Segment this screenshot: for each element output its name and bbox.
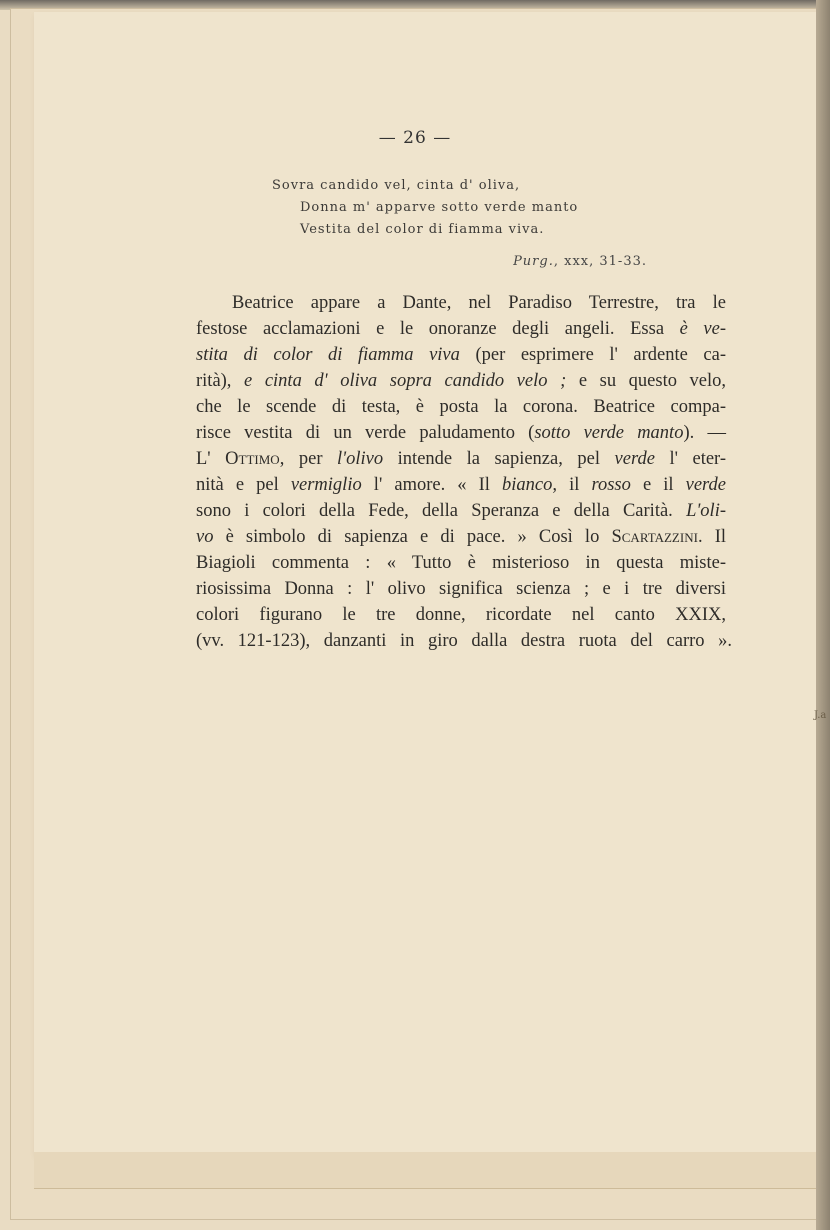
scan-right-edge [816,0,830,1230]
text-run: intende la sapienza, pel [383,449,615,469]
paragraph-line-6 [196,422,726,444]
italic-run: è ve- [679,319,726,339]
paragraph-line-3 [196,344,726,366]
italic-run: vermiglio [290,475,362,495]
paragraph-line-9 [196,500,726,522]
paragraph-line-14: (vv. 121-123), danzanti in giro dalla destra ruota del carro ». [196,631,732,651]
text-run: . Il [697,527,726,547]
text-run: l' eter- [654,449,726,469]
paragraph-line-13: colori figurano le tre donne, ricordate nel canto XXIX, [196,605,726,625]
text-run: e il [630,475,686,495]
paragraph-line-12: riosissima Donna : l' olivo significa scienza ; e i tre diversi [196,579,726,599]
italic-run: stita di color di fiamma viva [196,345,460,365]
text-run: e su questo velo, [566,371,727,391]
text-run: risce vestita di un verde paludamento ( [196,423,535,443]
text-run: l' amore. « Il [361,475,502,495]
italic-run: l'olivo [337,449,384,469]
paragraph-line-4 [196,370,726,392]
epigraph-citation [513,254,647,269]
text-run: ). — [683,423,726,443]
italic-run: e cinta d' oliva sopra candido velo ; [244,371,567,391]
paragraph-line-11: Biagioli commenta : « Tutto è misterioso in questa miste- [196,553,726,573]
paragraph-line-10 [196,526,726,548]
italic-run: vo [196,527,214,547]
epigraph-line-2: Donna m' apparve sotto verde manto [300,200,579,215]
text-run: , per [279,449,338,469]
text-run: L' [196,449,226,469]
page-number: — 26 — [378,128,452,148]
text-run: è simbolo di sapienza e di pace. » Così lo [213,527,612,547]
text-run: il [556,475,592,495]
page-bottom-strip [34,1152,816,1189]
paragraph-line-7 [196,448,726,470]
text-run: nità e pel [196,475,291,495]
paragraph-line-1: Beatrice appare a Dante, nel Paradiso Terrestre, tra le [232,293,726,313]
epigraph-line-3: Vestita del color di fiamma viva. [300,222,545,237]
margin-mark: J.a [814,710,827,721]
smallcaps-run: Scartazzini [611,527,698,547]
paragraph-line-5: che le scende di testa, è posta la corona. Beatrice compa- [196,397,726,417]
italic-run: verde [685,475,727,495]
italic-run: verde [614,449,655,469]
smallcaps-run: Ottimo [225,449,280,469]
text-run: (per esprimere l' ardente ca- [459,345,726,365]
text-run: festose acclamazioni e le onoranze degli angeli. Essa [196,319,680,339]
epigraph-line-1: Sovra candido vel, cinta d' oliva, [272,178,521,193]
text-run: rità), [196,371,245,391]
citation-ref: , xxx, 31-33. [553,254,647,269]
italic-run: bianco, [502,475,557,495]
citation-work: Purg. [513,254,554,269]
paragraph-line-8 [196,474,726,496]
italic-run: sotto verde manto [534,423,684,443]
italic-run: rosso [591,475,631,495]
text-run: sono i colori della Fede, della Speranza e della Carità. [196,501,687,521]
italic-run: L'oli- [686,501,726,521]
paragraph-line-2 [196,318,726,340]
